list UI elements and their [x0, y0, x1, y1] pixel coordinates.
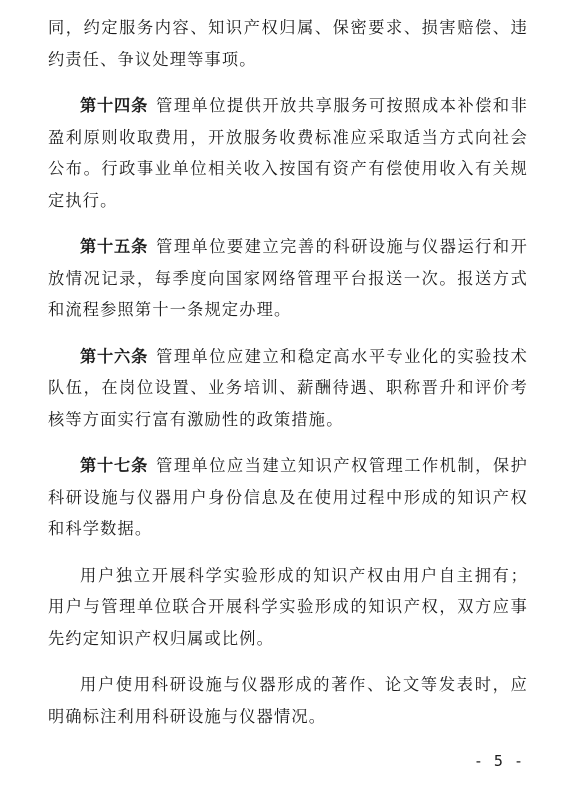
- article-15-paragraph: [48, 231, 528, 326]
- document-page: [48, 12, 528, 747]
- article-17-paragraph: [48, 450, 528, 545]
- article-heading: 第十六条: [80, 346, 149, 366]
- article-16-paragraph: [48, 341, 528, 436]
- article-heading: 第十七条: [80, 456, 149, 475]
- paragraph-text: 同，约定服务内容、知识产权归属、保密要求、损害赔偿、违约责任、争议处理等事项。: [48, 18, 528, 69]
- paragraph-text: 管理单位应建立和稳定高水平专业化的实验技术队伍，在岗位设置、业务培训、薪酬待遇、职称晋升和评价考核等方面实行富有激励性的政策措施。: [48, 346, 529, 429]
- page-number: - 5 -: [473, 752, 524, 770]
- paragraph-text: 用户使用科研设施与仪器形成的著作、论文等发表时，应明确标注利用科研设施与仪器情况。: [48, 675, 528, 726]
- publication-attribution-paragraph: [48, 669, 528, 732]
- paragraph-text: 管理单位提供开放共享服务可按照成本补偿和非盈利原则收取费用，开放服务收费标准应采取适当方式向社会公布。行政事业单位相关收入按国有资产有偿使用收入有关规定执行。: [48, 96, 529, 210]
- ip-ownership-paragraph: [48, 560, 528, 655]
- paragraph-text: 管理单位要建立完善的科研设施与仪器运行和开放情况记录，每季度向国家网络管理平台报送一次。报送方式和流程参照第十一条规定办理。: [48, 237, 529, 319]
- paragraph-text: 管理单位应当建立知识产权管理工作机制，保护科研设施与仪器用户身份信息及在使用过程中形成的知识产权和科学数据。: [48, 456, 529, 538]
- article-14-paragraph: [48, 90, 528, 216]
- article-heading: 第十五条: [80, 237, 149, 256]
- article-heading: 第十四条: [80, 96, 149, 115]
- paragraph-text: 用户独立开展科学实验形成的知识产权由用户自主拥有；用户与管理单位联合开展科学实验形成的知识产权，双方应事先约定知识产权归属或比例。: [48, 565, 528, 648]
- paragraph-continuation: [48, 12, 528, 75]
